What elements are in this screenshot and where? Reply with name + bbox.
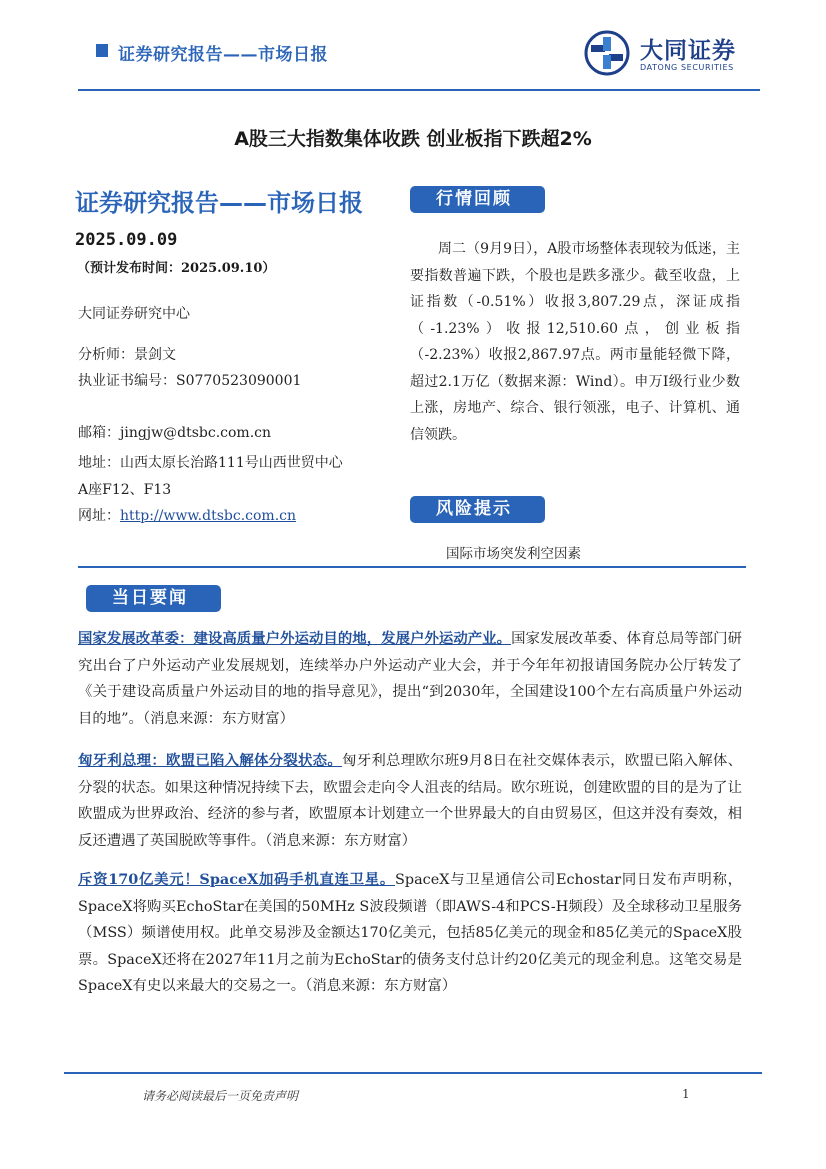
news-label: 当日要闻	[86, 585, 221, 612]
document-title: A股三大指数集体收跌 创业板指下跌超2%	[234, 128, 592, 150]
footer-divider	[64, 1072, 762, 1074]
news-item	[78, 867, 742, 1000]
publish-time: （预计发布时间：2025.09.10）	[77, 261, 276, 276]
report-title: 证券研究报告——市场日报	[75, 189, 363, 217]
header-title: 证券研究报告——市场日报	[118, 45, 328, 65]
news-body: 匈牙利总理欧尔班9月8日在社交媒体表示，欧盟已陷入解体、分裂的状态。如果这种情况持续下去，欧盟会走向令人沮丧的结局。欧尔班说，创建欧盟的目的是为了让欧盟成为世界政治、经济的参与者，欧盟原本计划建立一个世界最大的自由贸易区，但这并没有奏效，相反还遭遇了英国脱欧等事件。（消息来源：东方财富）	[78, 753, 742, 849]
research-org: 大同证券研究中心	[78, 306, 190, 322]
email-address[interactable]: jingjw@dtsbc.com.cn	[120, 425, 271, 441]
header-square-icon	[96, 44, 108, 57]
risk-text: 国际市场突发利空因素	[446, 546, 581, 562]
header-divider	[78, 89, 760, 91]
report-date: 2025.09.09	[75, 230, 178, 250]
license-number: 执业证书编号：S0770523090001	[78, 373, 302, 389]
market-review-text: 周二（9月9日），A股市场整体表现较为低迷，主要指数普遍下跌，个股也是跌多涨少。截至收盘，上证指数（-0.51%）收报3,807.29点，深证成指（-1.23%）收报12,510.60点，创业板指（-2.23%）收报2,867.97点。两市量能轻微下降，超过2.1万亿（数据来源：Wind）。申万Ⅰ级行业少数上涨，房地产、综合、银行领涨，电子、计算机、通信领跌。	[410, 241, 740, 443]
risk-label: 风险提示	[410, 496, 545, 523]
address-line-2: A座F12、F13	[78, 482, 172, 498]
footer-disclaimer: 请务必阅读最后一页免责声明	[142, 1089, 299, 1103]
logo-name-en: DATONG SECURITIES	[640, 63, 734, 72]
website-line	[78, 505, 296, 525]
page-number: 1	[682, 1087, 690, 1101]
email-line	[78, 422, 271, 442]
news-headline[interactable]: 国家发展改革委：建设高质量户外运动目的地，发展户外运动产业。	[78, 630, 512, 647]
website-label: 网址：	[78, 508, 120, 524]
news-item	[78, 748, 742, 854]
news-body: SpaceX与卫星通信公司Echostar同日发布声明称，SpaceX将购买EchoStar在美国的50MHz S波段频谱（即AWS-4和PCS-H频段）及全球移动卫星服务（MSS）频谱使用权。此单交易涉及金额达170亿美元，包括85亿美元的现金和85亿美元的SpaceX股票。SpaceX还将在2027年11月之前为EchoStar的债务支付总计约20亿美元的现金利息。这笔交易是SpaceX有史以来最大的交易之一。（消息来源：东方财富）	[78, 872, 742, 994]
section-divider	[78, 566, 746, 568]
news-headline[interactable]: 匈牙利总理：欧盟已陷入解体分裂状态。	[78, 752, 343, 769]
news-body: 国家发展改革委、体育总局等部门研究出台了户外运动产业发展规划，连续举办户外运动产业大会，并于今年年初报请国务院办公厅转发了《关于建设高质量户外运动目的地的指导意见》，提出“到2030年，全国建设100个左右高质量户外运动目的地”。（消息来源：东方财富）	[78, 631, 742, 727]
logo-name-cn: 大同证券	[640, 38, 736, 64]
news-item	[78, 626, 742, 732]
news-headline[interactable]: 斥资170亿美元！SpaceX加码手机直连卫星。	[78, 871, 396, 888]
website-link[interactable]: http://www.dtsbc.com.cn	[120, 508, 296, 524]
analyst-name: 分析师：景剑文	[78, 347, 176, 363]
address-line-1: 地址：山西太原长治路111号山西世贸中心	[78, 455, 343, 471]
market-review-label: 行情回顾	[410, 186, 545, 213]
email-label: 邮箱：	[78, 425, 120, 441]
datong-logo-icon	[584, 30, 630, 76]
